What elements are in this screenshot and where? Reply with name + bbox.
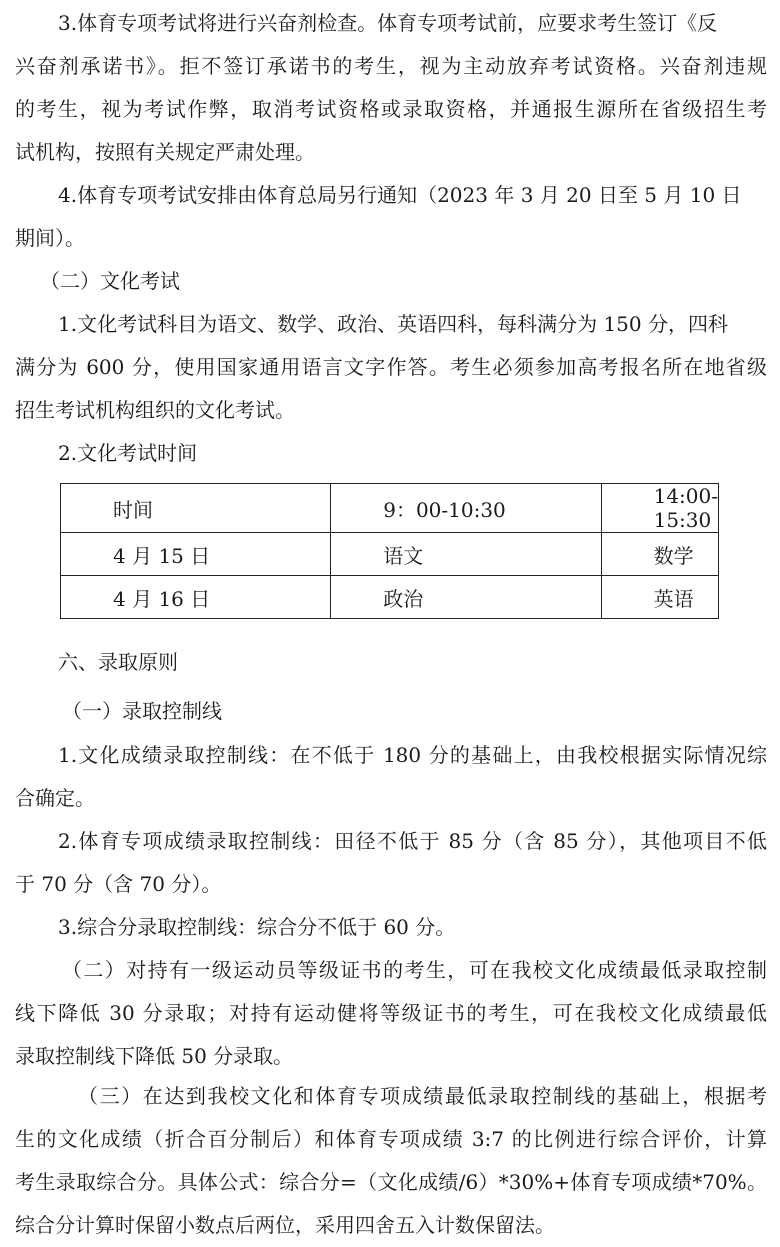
table-cell: 英语 [601,576,718,619]
paragraph-line: 的考生，视为考试作弊，取消考试资格或录取资格，并通报生源所在省级招生考 [15,97,767,121]
paragraph-line: 综合分计算时保留小数点后两位，采用四舍五入计数保留法。 [15,1213,555,1237]
paragraph-line: 线下降低 30 分录取；对持有运动健将等级证书的考生，可在我校文化成绩最低 [15,1001,767,1025]
table-cell: 14:00-15:30 [601,484,718,533]
paragraph-line: 合确定。 [15,786,95,810]
paragraph-line: （二）对持有一级运动员等级证书的考生，可在我校文化成绩最低录取控制 [62,958,767,982]
table-cell: 数学 [601,533,718,576]
subsection-heading: （一）录取控制线 [62,699,222,723]
paragraph-line: 2.体育专项成绩录取控制线：田径不低于 85 分（含 85 分），其他项目不低 [58,829,767,853]
paragraph-line: 试机构，按照有关规定严肃处理。 [15,140,315,164]
paragraph-line: 录取控制线下降低 50 分录取。 [15,1044,294,1068]
paragraph-line: 2.文化考试时间 [58,441,198,465]
paragraph-line: 考生录取综合分。具体公式：综合分=（文化成绩/6）*30%+体育专项成绩*70%。 [15,1170,767,1194]
paragraph-line: 期间）。 [15,226,85,250]
paragraph-line: （三）在达到我校文化和体育专项成绩最低录取控制线的基础上，根据考 [78,1084,767,1108]
table-cell: 9：00-10:30 [331,484,601,533]
table-cell: 4 月 15 日 [61,533,331,576]
table-cell: 时间 [61,484,331,533]
subsection-heading: （二）文化考试 [40,269,180,293]
table-cell: 政治 [331,576,601,619]
paragraph-line: 兴奋剂承诺书》。拒不签订承诺书的考生，视为主动放弃考试资格。兴奋剂违规 [15,54,767,78]
paragraph-line: 招生考试机构组织的文化考试。 [15,398,295,422]
section-title: 六、录取原则 [58,650,178,674]
paragraph-line: 4.体育专项考试安排由体育总局另行通知（2023 年 3 月 20 日至 5 月 10 日 [58,183,742,207]
paragraph-line: 3.体育专项考试将进行兴奋剂检查。体育专项考试前，应要求考生签订《反 [58,11,718,35]
paragraph-line: 于 70 分（含 70 分）。 [15,872,222,896]
paragraph-line: 满分为 600 分，使用国家通用语言文字作答。考生必须参加高考报名所在地省级 [15,355,767,379]
table-header-row [61,484,719,533]
paragraph-line: 1.文化成绩录取控制线：在不低于 180 分的基础上，由我校根据实际情况综 [58,743,767,767]
table-row [61,576,719,619]
table-cell: 4 月 16 日 [61,576,331,619]
paragraph-line: 3.综合分录取控制线：综合分不低于 60 分。 [58,915,456,939]
table-row [61,533,719,576]
paragraph-line: 1.文化考试科目为语文、数学、政治、英语四科，每科满分为 150 分，四科 [58,312,728,336]
table-cell: 语文 [331,533,601,576]
exam-schedule-table [60,483,719,619]
paragraph-line: 生的文化成绩（折合百分制后）和体育专项成绩 3:7 的比例进行综合评价，计算 [15,1127,767,1151]
